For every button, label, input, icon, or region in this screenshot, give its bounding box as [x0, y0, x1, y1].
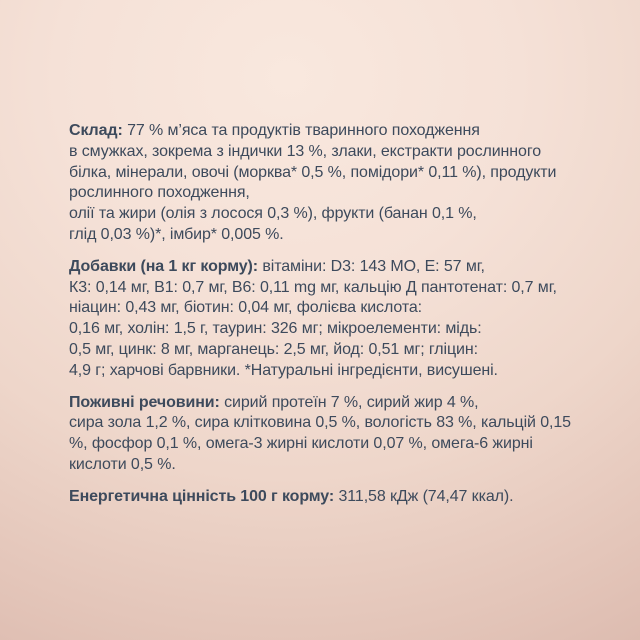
- additives-heading: Добавки (на 1 кг корму):: [69, 257, 258, 275]
- composition-line: олії та жири (олія з лосося 0,3 %), фрукти (банан 0,1 %,: [69, 205, 477, 223]
- composition-line: рослинного походження,: [69, 184, 250, 202]
- composition-paragraph: [69, 121, 609, 246]
- additives-line: 0,5 мг, цинк: 8 мг, марганець: 2,5 мг, йод: 0,51 мг; гліцин:: [69, 340, 478, 358]
- composition-line: в смужках, зокрема з індички 13 %, злаки, екстракти рослинного: [69, 142, 542, 160]
- additives-paragraph: [69, 257, 609, 382]
- additives-line: К3: 0,14 мг, В1: 0,7 мг, В6: 0,11 mg мг, кальцію Д пантотенат: 0,7 мг,: [69, 278, 557, 296]
- composition-line: глід 0,03 %)*, імбир* 0,005 %.: [69, 225, 284, 243]
- energy-heading: Енергетична цінність 100 г корму:: [69, 487, 335, 505]
- nutrients-line: %, фосфор 0,1 %, омега-3 жирні кислоти 0,07 %, омега-6 жирні: [69, 435, 533, 453]
- energy-value: 311,58 кДж (74,47 ккал).: [338, 487, 514, 505]
- additives-line: [69, 257, 609, 278]
- nutrients-line-text: сирий протеїн 7 %, сирий жир 4 %,: [224, 393, 479, 411]
- composition-line: [69, 121, 609, 142]
- energy-paragraph: [69, 487, 609, 508]
- composition-line: білка, мінерали, овочі (морква* 0,5 %, помідори* 0,11 %), продукти: [69, 163, 557, 181]
- additives-line: 0,16 мг, холін: 1,5 г, таурин: 326 мг; мікроелементи: мідь:: [69, 320, 482, 338]
- nutrients-line: сира зола 1,2 %, сира клітковина 0,5 %, вологість 83 %, кальцій 0,15: [69, 414, 571, 432]
- nutrients-line: [69, 393, 609, 414]
- energy-line: [69, 487, 609, 508]
- nutrients-line: кислоти 0,5 %.: [69, 455, 176, 473]
- nutrients-heading: Поживні речовини:: [69, 393, 220, 411]
- additives-line-text: вітаміни: D3: 143 МО, Е: 57 мг,: [262, 257, 485, 275]
- label-text-block: [69, 121, 609, 519]
- additives-line: 4,9 г; харчові барвники. *Натуральні інгредієнти, висушені.: [69, 361, 498, 379]
- additives-line: ніацин: 0,43 мг, біотин: 0,04 мг, фолієва кислота:: [69, 299, 423, 317]
- nutrients-paragraph: [69, 393, 609, 476]
- composition-line-text: 77 % м’яса та продуктів тваринного походження: [127, 122, 480, 139]
- composition-heading: Склад:: [69, 122, 123, 139]
